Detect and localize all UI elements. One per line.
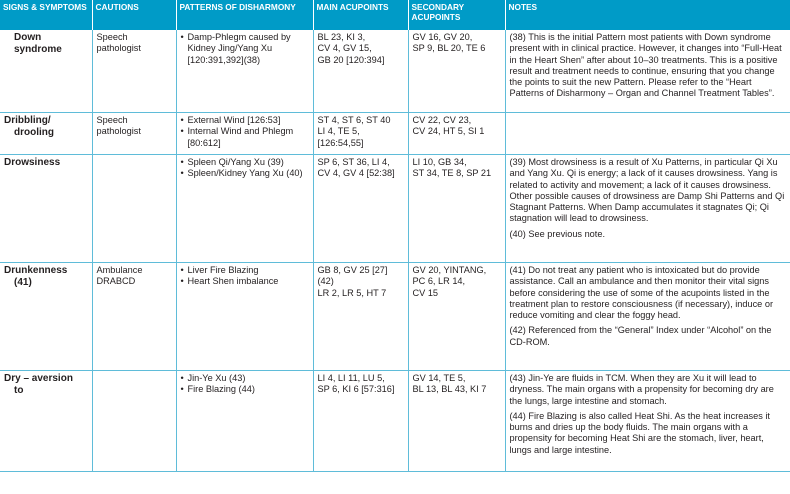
notes-cell <box>505 263 790 371</box>
pattern-item: • Internal Wind and Phlegm [80:612] <box>181 126 310 149</box>
patterns-cell <box>176 371 313 472</box>
sign-cell <box>0 155 92 263</box>
caution-text: Speech <box>96 115 128 125</box>
header-main-acupoints: MAIN ACUPOINTS <box>313 0 408 30</box>
acupoint-text: ST 4, ST 6, ST 40 <box>317 115 391 125</box>
acupoint-text: GV 14, TE 5, <box>412 373 466 383</box>
header-signs: SIGNS & SYMPTOMS <box>0 0 92 30</box>
acupoint-text: GV 20, YINTANG, <box>412 265 487 275</box>
acupoint-text: [126:54,55] <box>317 137 364 148</box>
header-notes: NOTES <box>505 0 790 30</box>
table-row <box>0 113 790 155</box>
notes-cell <box>505 155 790 263</box>
secondary-acupoints-cell <box>408 371 505 472</box>
acupoint-text: LI 4, LI 11, LU 5, <box>317 373 385 383</box>
notes-cell <box>505 371 790 472</box>
sign-cell <box>0 263 92 371</box>
acupoint-text: CV 15 <box>412 287 439 298</box>
pattern-item: • Spleen Qi/Yang Xu (39) <box>181 157 310 168</box>
sign-text: Dry – aversion <box>4 373 73 384</box>
header-row <box>0 0 790 30</box>
pattern-item: • Damp-Phlegm caused by Kidney Jing/Yang Xu [120:391,392](38) <box>181 32 310 66</box>
acupoint-text: CV 24, HT 5, SI 1 <box>412 126 485 137</box>
acupoint-text: ST 34, TE 8, SP 21 <box>412 168 492 179</box>
caution-text: Ambulance <box>96 265 143 275</box>
pattern-item: • Fire Blazing (44) <box>181 384 310 395</box>
sign-text: to <box>14 385 24 396</box>
header-cautions: CAUTIONS <box>92 0 176 30</box>
patterns-cell <box>176 30 313 113</box>
acupoint-text: CV 4, GV 4 [52:38] <box>317 168 395 179</box>
cautions-cell <box>92 113 176 155</box>
secondary-acupoints-cell <box>408 155 505 263</box>
notes-cell <box>505 30 790 113</box>
pattern-item: • Liver Fire Blazing <box>181 265 310 276</box>
sign-text: Drunkenness <box>4 265 68 276</box>
acupoint-text: SP 9, BL 20, TE 6 <box>412 43 486 54</box>
acupoint-text: SP 6, ST 36, LI 4, <box>317 157 390 167</box>
secondary-acupoints-cell <box>408 113 505 155</box>
acupoint-text: GB 8, GV 25 [27] <box>317 265 388 275</box>
sign-text: (41) <box>14 277 32 288</box>
secondary-acupoints-cell <box>408 263 505 371</box>
cautions-cell <box>92 155 176 263</box>
main-acupoints-cell <box>313 371 408 472</box>
table-row <box>0 30 790 113</box>
note-text: (43) Jin-Ye are fluids in TCM. When they are Xu it will lead to dryness. The main organs with a propensity for becoming dry are the lungs, large intestine and stomach. <box>509 373 774 406</box>
caution-text: pathologist <box>96 43 141 54</box>
patterns-cell <box>176 113 313 155</box>
acupoint-text: CV 22, CV 23, <box>412 115 472 125</box>
cautions-cell <box>92 371 176 472</box>
header-secondary-acupoints: SECONDARY ACUPOINTS <box>408 0 505 30</box>
main-acupoints-cell <box>313 113 408 155</box>
note-text: (40) See previous note. <box>509 228 606 239</box>
acupoint-text: BL 23, KI 3, <box>317 32 366 42</box>
acupoint-text: GB 20 [120:394] <box>317 54 385 65</box>
sign-text: Drowsiness <box>4 157 61 168</box>
acupoint-text: CV 4, GV 15, <box>317 43 372 54</box>
secondary-acupoints-cell <box>408 30 505 113</box>
acupoint-text: (42) <box>317 276 334 287</box>
caution-text: Speech <box>96 32 128 42</box>
caution-text: pathologist <box>96 126 141 137</box>
pattern-item: • Spleen/Kidney Yang Xu (40) <box>181 168 310 179</box>
sign-cell <box>0 30 92 113</box>
acupoint-text: PC 6, LR 14, <box>412 276 466 287</box>
cautions-cell <box>92 30 176 113</box>
pattern-item: • External Wind [126:53] <box>181 115 310 126</box>
table-row <box>0 155 790 263</box>
sign-text: Down <box>14 32 42 43</box>
sign-text: drooling <box>14 127 54 138</box>
acupoint-text: LI 4, TE 5, <box>317 126 360 137</box>
main-acupoints-cell <box>313 30 408 113</box>
patterns-cell <box>176 263 313 371</box>
header-patterns: PATTERNS OF DISHARMONY <box>176 0 313 30</box>
note-text: (38) This is the initial Pattern most patients with Down syndrome present with in clinical practice. However, it changes into “Full-Heat in the Heart Shen” after about 10–30 treatments. This is a positive result and treatment needs to continue, ensuring that you change the points to suit the new Pattern. Please refer to the “Heart Patterns of Disharmony – Organ and Channel Treatment Tables”. <box>509 32 782 99</box>
acupoint-text: LI 10, GB 34, <box>412 157 467 167</box>
sign-text: Dribbling/ <box>4 115 51 126</box>
acupoint-text: GV 16, GV 20, <box>412 32 473 42</box>
note-text: (39) Most drowsiness is a result of Xu Patterns, in particular Qi Xu and Yang Xu. Qi is energy; a lack of it causes drowsiness. Yang is related to activity and movement; a lack of it causes drowsiness. Other possible causes of drowsiness are Damp Shi Patterns and Qi Stagnant Patterns. When Damp accumulates it stagnates Qi; Qi stagnation will lead to drowsiness. <box>509 157 785 224</box>
note-text: (41) Do not treat any patient who is intoxicated but do provide assistance. Call an ambulance and then monitor their vital signs before considering the use of some of the acupoints listed in the treatment plan to restore consciousness (if necessary), induce or reduce vomiting and clear the foggy head. <box>509 265 773 321</box>
note-text: (42) Referenced from the “General” Index under “Alcohol” on the CD-ROM. <box>509 325 772 347</box>
cautions-cell <box>92 263 176 371</box>
note-text: (44) Fire Blazing is also called Heat Shi. As the heat increases it burns and dries up the body fluids. The main organs with a propensity for becoming Heat Shi are the stomach, liver, heart, lungs and large intestine. <box>509 410 770 455</box>
notes-cell <box>505 113 790 155</box>
acupoint-text: SP 6, KI 6 [57:316] <box>317 384 395 395</box>
main-acupoints-cell <box>313 263 408 371</box>
acupoint-text: LR 2, LR 5, HT 7 <box>317 287 387 298</box>
pattern-item: • Heart Shen imbalance <box>181 276 310 287</box>
caution-text: DRABCD <box>96 276 136 287</box>
table-row <box>0 263 790 371</box>
patterns-cell <box>176 155 313 263</box>
sign-text: syndrome <box>14 44 62 55</box>
sign-cell <box>0 113 92 155</box>
pattern-item: • Jin-Ye Xu (43) <box>181 373 310 384</box>
main-acupoints-cell <box>313 155 408 263</box>
acupoint-text: BL 13, BL 43, KI 7 <box>412 384 487 395</box>
table-row <box>0 371 790 472</box>
sign-cell <box>0 371 92 472</box>
